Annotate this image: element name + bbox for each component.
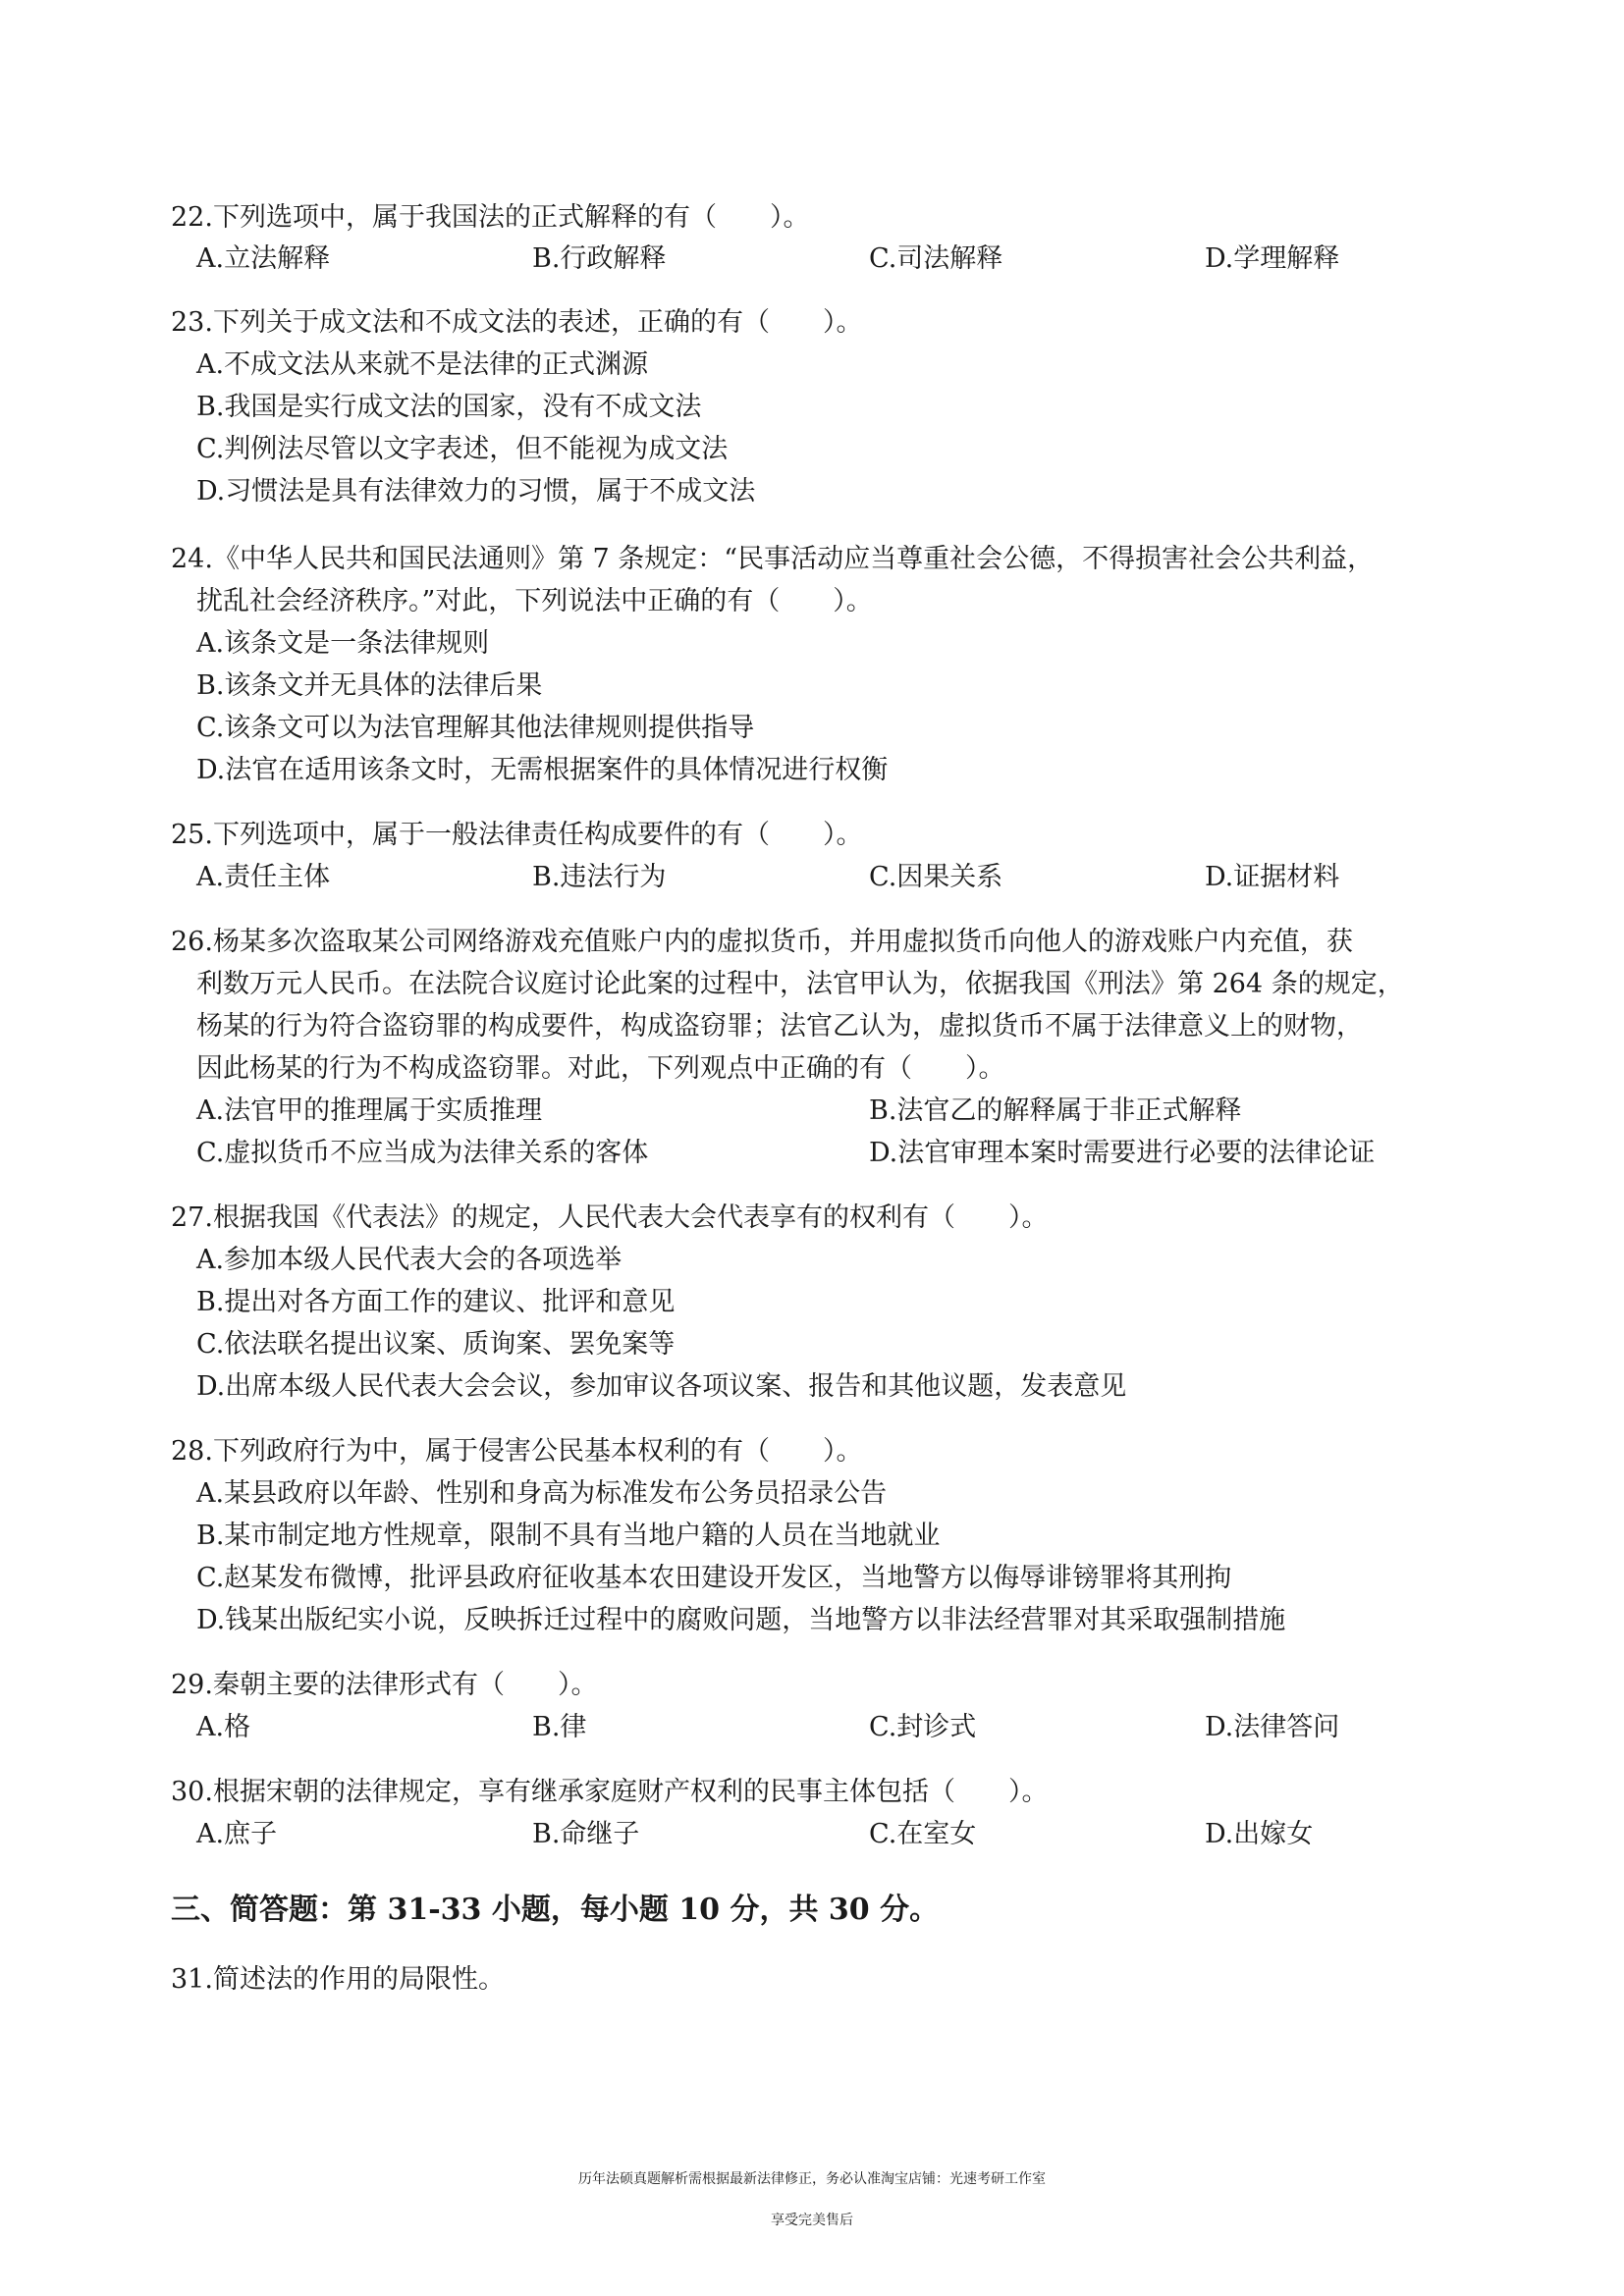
q25-option-a: A.责任主体 <box>196 862 331 892</box>
q22-option-d: D.学理解释 <box>1205 243 1340 274</box>
q30-option-b: B.命继子 <box>532 1819 640 1849</box>
q25-option-c: C.因果关系 <box>869 862 1003 892</box>
q27-stem: 27.根据我国《代表法》的规定，人民代表大会代表享有的权利有（ ）。 <box>171 1202 1049 1233</box>
q24-stem-line-2: 扰乱社会经济秩序。”对此，下列说法中正确的有（ ）。 <box>196 586 873 616</box>
footer-notice-line-1: 历年法硕真题解析需根据最新法律修正，务必认准淘宝店铺：光速考研工作室 <box>578 2171 1046 2187</box>
q28-stem: 28.下列政府行为中，属于侵害公民基本权利的有（ ）。 <box>171 1436 863 1467</box>
q26-stem-line-1: 26.杨某多次盗取某公司网络游戏充值账户内的虚拟货币，并用虚拟货币向他人的游戏账户内充值，获 <box>171 927 1353 957</box>
q27-option-a: A.参加本级人民代表大会的各项选举 <box>196 1245 623 1275</box>
q29-option-c: C.封诊式 <box>869 1712 977 1742</box>
q25-stem: 25.下列选项中，属于一般法律责任构成要件的有（ ）。 <box>171 820 863 850</box>
section-3-title: 三、简答题：第 31-33 小题，每小题 10 分，共 30 分。 <box>171 1893 940 1927</box>
q23-option-b: B.我国是实行成文法的国家，没有不成文法 <box>196 392 702 422</box>
q24-option-b: B.该条文并无具体的法律后果 <box>196 670 543 701</box>
q26-stem-line-4: 因此杨某的行为不构成盗窃罪。对此，下列观点中正确的有（ ）。 <box>196 1053 1005 1084</box>
q30-option-a: A.庶子 <box>196 1819 278 1849</box>
q23-option-c: C.判例法尽管以文字表述，但不能视为成文法 <box>196 434 729 464</box>
q22-option-a: A.立法解释 <box>196 243 331 274</box>
q26-option-b: B.法官乙的解释属于非正式解释 <box>869 1095 1242 1126</box>
q26-option-c: C.虚拟货币不应当成为法律关系的客体 <box>196 1138 649 1168</box>
q30-stem: 30.根据宋朝的法律规定，享有继承家庭财产权利的民事主体包括（ ）。 <box>171 1777 1049 1807</box>
q25-option-d: D.证据材料 <box>1205 862 1340 892</box>
q27-option-d: D.出席本级人民代表大会会议，参加审议各项议案、报告和其他议题，发表意见 <box>196 1371 1127 1402</box>
q26-stem-line-3: 杨某的行为符合盗窃罪的构成要件，构成盗窃罪；法官乙认为，虚拟货币不属于法律意义上的财物， <box>196 1011 1363 1041</box>
q24-option-d: D.法官在适用该条文时，无需根据案件的具体情况进行权衡 <box>196 755 889 785</box>
q24-option-c: C.该条文可以为法官理解其他法律规则提供指导 <box>196 713 755 743</box>
q31-stem: 31.简述法的作用的局限性。 <box>171 1964 505 1995</box>
q28-option-b: B.某市制定地方性规章，限制不具有当地户籍的人员在当地就业 <box>196 1521 941 1551</box>
q26-option-d: D.法官审理本案时需要进行必要的法律论证 <box>869 1138 1376 1168</box>
q28-option-d: D.钱某出版纪实小说，反映拆迁过程中的腐败问题，当地警方以非法经营罪对其采取强制措施 <box>196 1605 1286 1635</box>
q23-option-d: D.习惯法是具有法律效力的习惯，属于不成文法 <box>196 476 756 507</box>
q27-option-b: B.提出对各方面工作的建议、批评和意见 <box>196 1287 676 1317</box>
q22-option-c: C.司法解释 <box>869 243 1003 274</box>
q26-stem-line-2: 利数万元人民币。在法院合议庭讨论此案的过程中，法官甲认为，依据我国《刑法》第 264 条的规定， <box>196 969 1404 999</box>
q24-stem-line-1: 24.《中华人民共和国民法通则》第 7 条规定：“民事活动应当尊重社会公德，不得损害社会公共利益， <box>171 544 1375 574</box>
q29-option-d: D.法律答问 <box>1205 1712 1340 1742</box>
q29-option-a: A.格 <box>196 1712 251 1742</box>
q29-option-b: B.律 <box>532 1712 587 1742</box>
q30-option-d: D.出嫁女 <box>1205 1819 1314 1849</box>
q26-option-a: A.法官甲的推理属于实质推理 <box>196 1095 543 1126</box>
q25-option-b: B.违法行为 <box>532 862 667 892</box>
q22-option-b: B.行政解释 <box>532 243 667 274</box>
q23-stem: 23.下列关于成文法和不成文法的表述，正确的有（ ）。 <box>171 307 863 338</box>
q28-option-c: C.赵某发布微博，批评县政府征收基本农田建设开发区，当地警方以侮辱诽镑罪将其刑拘 <box>196 1563 1232 1593</box>
q28-option-a: A.某县政府以年龄、性别和身高为标准发布公务员招录公告 <box>196 1478 888 1509</box>
q30-option-c: C.在室女 <box>869 1819 977 1849</box>
q29-stem: 29.秦朝主要的法律形式有（ ）。 <box>171 1670 598 1700</box>
q27-option-c: C.依法联名提出议案、质询案、罢免案等 <box>196 1329 676 1360</box>
footer-notice-line-2: 享受完美售后 <box>771 2213 853 2228</box>
q23-option-a: A.不成文法从来就不是法律的正式渊源 <box>196 349 649 380</box>
q24-option-a: A.该条文是一条法律规则 <box>196 628 490 659</box>
q22-stem: 22.下列选项中，属于我国法的正式解释的有（ ）。 <box>171 202 810 233</box>
